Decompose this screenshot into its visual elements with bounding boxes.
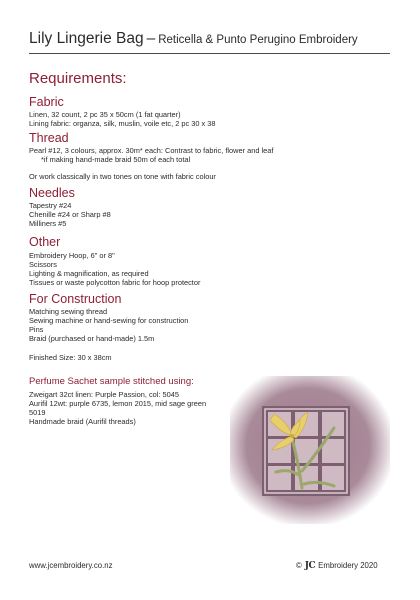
needles-heading: Needles (29, 186, 75, 200)
construction-line: Sewing machine or hand-sewing for construction (29, 316, 189, 325)
fabric-line: Linen, 32 count, 2 pc 35 x 50cm (1 fat quarter) (29, 110, 181, 119)
fabric-heading: Fabric (29, 95, 64, 109)
construction-heading: For Construction (29, 292, 122, 306)
page-subtitle: Reticella & Punto Perugino Embroidery (158, 34, 358, 46)
construction-line: Pins (29, 325, 44, 334)
page-title: Lily Lingerie Bag (29, 30, 144, 47)
other-line: Embroidery Hoop, 6" or 8" (29, 251, 115, 260)
copyright-symbol: © (296, 561, 302, 570)
thread-line: Or work classically in two tones on tone with fabric colour (29, 172, 216, 181)
embroidery-sample-photo (230, 376, 390, 524)
needles-line: Tapestry #24 (29, 201, 72, 210)
header-rule (29, 53, 390, 54)
fabric-line: Lining fabric: organza, silk, muslin, voile etc, 2 pc 30 x 38 (29, 119, 216, 128)
sachet-line: Aurifil 12wt: purple 6735, lemon 2015, mid sage green (29, 399, 207, 408)
thread-line: Pearl #12, 3 colours, approx. 30m* each: Contrast to fabric, flower and leaf (29, 146, 274, 155)
other-line: Scissors (29, 260, 57, 269)
construction-line: Braid (purchased or hand-made) 1.5m (29, 334, 155, 343)
needles-line: Milliners #5 (29, 219, 67, 228)
sachet-line: 5019 (29, 408, 46, 417)
finished-size: Finished Size: 30 x 38cm (29, 353, 112, 362)
sachet-heading: Perfume Sachet sample stitched using: (29, 376, 194, 387)
other-line: Lighting & magnification, as required (29, 269, 149, 278)
thread-heading: Thread (29, 131, 69, 145)
construction-line: Matching sewing thread (29, 307, 108, 316)
other-heading: Other (29, 235, 61, 249)
sachet-line: Handmade braid (Aurifil threads) (29, 417, 136, 426)
title-dash: – (146, 30, 156, 47)
jc-logo: JC (304, 561, 316, 571)
other-line: Tissues or waste polycotton fabric for hoop protector (29, 278, 201, 287)
sachet-line: Zweigart 32ct linen: Purple Passion, col: 5045 (29, 390, 179, 399)
website-url: www.jcembroidery.co.nz (29, 561, 113, 570)
requirements-heading: Requirements: (29, 70, 127, 87)
needles-line: Chenille #24 or Sharp #8 (29, 210, 111, 219)
thread-line: *if making hand-made braid 50m of each total (41, 155, 191, 164)
page-header (29, 30, 399, 48)
brand-name: Embroidery 2020 (318, 561, 378, 570)
copyright-line (296, 561, 378, 571)
